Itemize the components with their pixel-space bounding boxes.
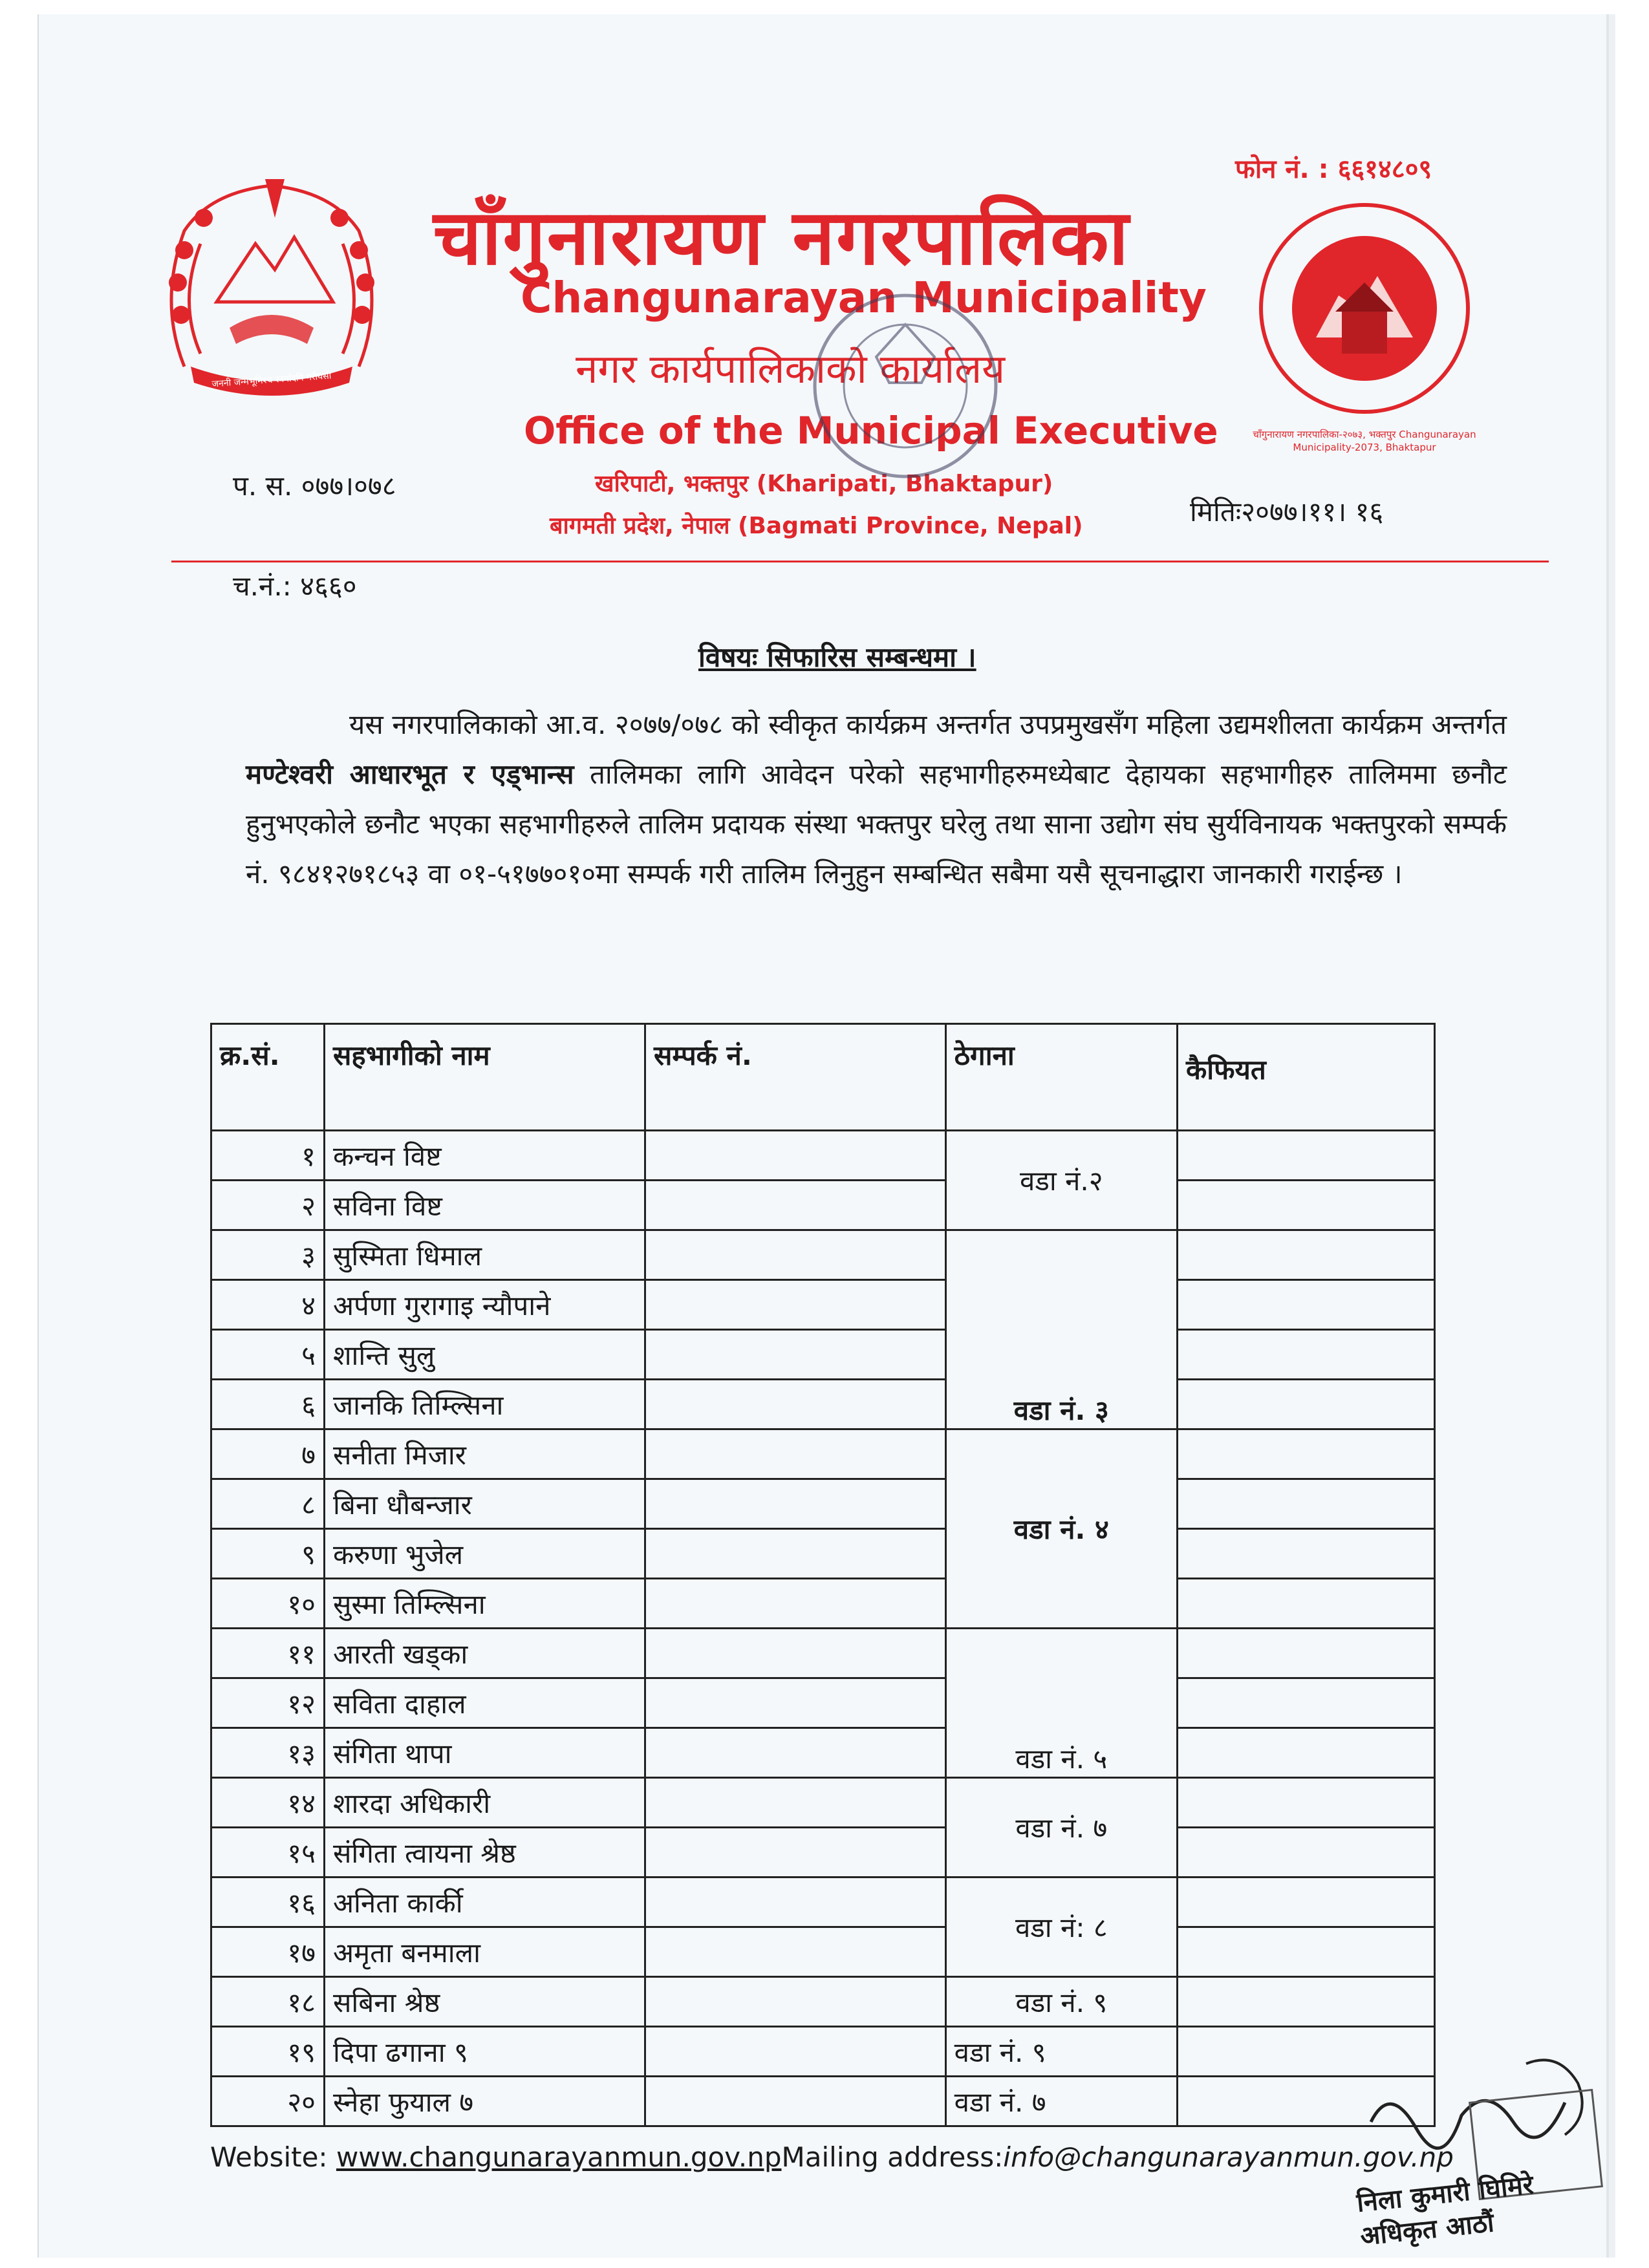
header-remarks: कैफियत (1177, 1024, 1434, 1131)
serial-cell: १३ (211, 1728, 325, 1778)
name-cell: सनीता मिजार (324, 1429, 645, 1479)
name-cell: स्नेहा फुयाल ७ (324, 2077, 645, 2126)
name-cell: सविता दाहाल (324, 1678, 645, 1728)
participants-table (210, 1023, 1436, 2127)
name-cell: शान्ति सुलु (324, 1330, 645, 1380)
ward-cell: वडा नं. ९ (945, 1977, 1177, 2027)
remarks-cell (1177, 1728, 1434, 1778)
body-text-part-2: तालिमका लागि आवेदन परेको सहभागीहरुमध्येबाट देहायका सहभागीहरु तालिममा छनौट हुनुभएकोले छनौट भएका सहभागीहरुले तालिम प्रदायक संस्था भक्तपुर घरेलु तथा साना उद्योग संघ सुर्यविनायक भक्तपुरको सम्पर्क नं. ९८४१२७१८५३ वा ०१-५१७७०१०मा सम्पर्क गरी तालिम लिनुहुन सम्बन्धित सबैमा यसै सूचनाद्धारा जानकारी गराईन्छ । (246, 758, 1507, 890)
name-cell: सविना विष्ट (324, 1181, 645, 1230)
ward-cell: वडा नं. ४ (945, 1429, 1177, 1629)
website-link[interactable]: www.changunarayanmun.gov.np (336, 2141, 782, 2173)
table-row (211, 1330, 1435, 1380)
name-cell: सबिना श्रेष्ठ (324, 1977, 645, 2027)
contact-cell (645, 1479, 946, 1529)
table-row (211, 1977, 1435, 2027)
municipality-name-en: Changunarayan Municipality (521, 273, 1207, 323)
header-name: सहभागीको नाम (324, 1024, 645, 1131)
contact-cell (645, 1380, 946, 1429)
serial-cell: ६ (211, 1380, 325, 1429)
table-row (211, 1380, 1435, 1429)
remarks-cell (1177, 1629, 1434, 1678)
table-row (211, 1280, 1435, 1330)
name-cell: शारदा अधिकारी (324, 1778, 645, 1828)
footer (210, 2141, 1454, 2173)
table-row (211, 1529, 1435, 1579)
remarks-cell (1177, 1479, 1434, 1529)
name-cell: आरती खड्का (324, 1629, 645, 1678)
remarks-cell (1177, 1678, 1434, 1728)
contact-cell (645, 1878, 946, 1927)
table-row (211, 1429, 1435, 1479)
name-cell: कन्चन विष्ट (324, 1131, 645, 1181)
website-label: Website: (210, 2141, 336, 2173)
table-row (211, 1878, 1435, 1927)
ward-cell: वडा नं.२ (945, 1131, 1177, 1230)
dispatch-number: च.नं.: ४६६० (233, 570, 357, 602)
signature-text: निला कुमारी घिमिरे अधिकृत आठौं (1355, 2170, 1535, 2252)
contact-cell (645, 1629, 946, 1678)
table-row (211, 2027, 1435, 2077)
ward-cell: वडा नं. ९ (945, 2027, 1177, 2077)
body-text-part-1: यस नगरपालिकाको आ.व. २०७७/०७८ को स्वीकृत कार्यक्रम अन्तर्गत उपप्रमुखसँग महिला उद्यमशीलता कार्यक्रम अन्तर्गत (349, 709, 1507, 740)
serial-cell: १० (211, 1579, 325, 1629)
serial-cell: १४ (211, 1778, 325, 1828)
remarks-cell (1177, 1330, 1434, 1380)
remarks-cell (1177, 1131, 1434, 1181)
contact-cell (645, 1579, 946, 1629)
contact-cell (645, 1330, 946, 1380)
contact-cell (645, 1429, 946, 1479)
remarks-cell (1177, 1878, 1434, 1927)
serial-cell: १६ (211, 1878, 325, 1927)
office-name-np: नगर कार्यपालिकाको कार्यालय (576, 345, 1006, 392)
name-cell: संगिता थापा (324, 1728, 645, 1778)
address-line-2: बागमती प्रदेश, नेपाल (Bagmati Province, Nepal) (550, 513, 1083, 539)
serial-cell: १७ (211, 1927, 325, 1977)
contact-cell (645, 2027, 946, 2077)
name-cell: अमृता बनमाला (324, 1927, 645, 1977)
office-name-en: Office of the Municipal Executive (524, 409, 1218, 453)
table-row (211, 1778, 1435, 1828)
serial-cell: ५ (211, 1330, 325, 1380)
table-row (211, 1629, 1435, 1678)
serial-cell: १२ (211, 1678, 325, 1728)
header-divider (171, 561, 1549, 562)
nepal-emblem-icon (146, 173, 398, 399)
municipality-name-np: चाँगुनारायण नगरपालिका (433, 193, 1130, 282)
contact-cell (645, 1280, 946, 1330)
municipality-seal-icon (1255, 198, 1474, 418)
contact-cell (645, 1181, 946, 1230)
table-row (211, 1579, 1435, 1629)
name-cell: बिना धौबन्जार (324, 1479, 645, 1529)
table-row (211, 1479, 1435, 1529)
remarks-cell (1177, 1280, 1434, 1330)
contact-cell (645, 1131, 946, 1181)
mail-label: Mailing address: (781, 2141, 1004, 2173)
serial-cell: १५ (211, 1828, 325, 1878)
ward-cell: वडा नं. ७ (945, 1778, 1177, 1878)
contact-cell (645, 1927, 946, 1977)
name-cell: संगिता त्वायना श्रेष्ठ (324, 1828, 645, 1878)
name-cell: सुस्मा तिम्ल्सिना (324, 1579, 645, 1629)
table-row (211, 1230, 1435, 1280)
table-row (211, 1181, 1435, 1230)
contact-cell (645, 1529, 946, 1579)
training-name: मण्टेश्वरी आधारभूत र एड्भान्स (246, 758, 574, 790)
name-cell: जानकि तिम्ल्सिना (324, 1380, 645, 1429)
remarks-cell (1177, 1828, 1434, 1878)
contact-cell (645, 1678, 946, 1728)
remarks-cell (1177, 1380, 1434, 1429)
remarks-cell (1177, 1181, 1434, 1230)
contact-cell (645, 1230, 946, 1280)
serial-cell: ८ (211, 1479, 325, 1529)
serial-cell: १९ (211, 2027, 325, 2077)
name-cell: सुस्मिता धिमाल (324, 1230, 645, 1280)
seal-text: चाँगुनारायण नगरपालिका-२०७३, भक्तपुर Changunarayan Municipality-2073, Bhaktapur (1253, 429, 1476, 453)
serial-cell: २० (211, 2077, 325, 2126)
ward-cell: वडा नं: ८ (945, 1878, 1177, 1977)
address-line-1: खरिपाटी, भक्तपुर (Kharipati, Bhaktapur) (595, 471, 1053, 497)
name-cell: अर्पणा गुरागाइ न्यौपाने (324, 1280, 645, 1330)
remarks-cell (1177, 1927, 1434, 1977)
mail-address: info@changunarayanmun.gov.np (1003, 2141, 1454, 2173)
serial-cell: १ (211, 1131, 325, 1181)
phone-number: फोन नं. : ६६१४८०९ (1235, 155, 1432, 184)
contact-cell (645, 1728, 946, 1778)
remarks-cell (1177, 1977, 1434, 2027)
remarks-cell (1177, 1529, 1434, 1579)
body-paragraph (246, 700, 1507, 899)
subject-line: विषयः सिफारिस सम्बन्धमा । (698, 641, 976, 673)
reference-number: प. स. ०७७।०७८ (233, 470, 396, 502)
name-cell: अनिता कार्की (324, 1878, 645, 1927)
letter-page (38, 14, 1609, 2258)
table-row (211, 1131, 1435, 1181)
official-stamp-icon (805, 286, 1006, 486)
ward-cell: वडा नं. ७ (945, 2077, 1177, 2126)
remarks-cell (1177, 1429, 1434, 1479)
name-cell: दिपा ढगाना ९ (324, 2027, 645, 2077)
contact-cell (645, 1977, 946, 2027)
ward-cell: वडा नं. ३ (945, 1230, 1177, 1429)
serial-cell: ४ (211, 1280, 325, 1330)
header-serial: क्र.सं. (211, 1024, 325, 1131)
serial-cell: १८ (211, 1977, 325, 2027)
contact-cell (645, 2077, 946, 2126)
serial-cell: ३ (211, 1230, 325, 1280)
serial-cell: २ (211, 1181, 325, 1230)
remarks-cell (1177, 1579, 1434, 1629)
emblem-motto: जननी जन्मभूमिश्च स्वर्गादपि गरीयसी (211, 370, 332, 390)
contact-cell (645, 1828, 946, 1878)
name-cell: करुणा भुजेल (324, 1529, 645, 1579)
ward-cell: वडा नं. ५ (945, 1629, 1177, 1778)
remarks-cell (1177, 1778, 1434, 1828)
remarks-cell (1177, 1230, 1434, 1280)
header-address: ठेगाना (945, 1024, 1177, 1131)
table-row (211, 1927, 1435, 1977)
serial-cell: ९ (211, 1529, 325, 1579)
serial-cell: ११ (211, 1629, 325, 1678)
header-contact: सम्पर्क नं. (645, 1024, 946, 1131)
table-row (211, 2077, 1435, 2126)
contact-cell (645, 1778, 946, 1828)
table-header-row (211, 1024, 1435, 1131)
table-row (211, 1828, 1435, 1878)
letter-date: मितिः२०७७।११। १६ (1190, 496, 1384, 528)
serial-cell: ७ (211, 1429, 325, 1479)
table-row (211, 1678, 1435, 1728)
table-row (211, 1728, 1435, 1778)
